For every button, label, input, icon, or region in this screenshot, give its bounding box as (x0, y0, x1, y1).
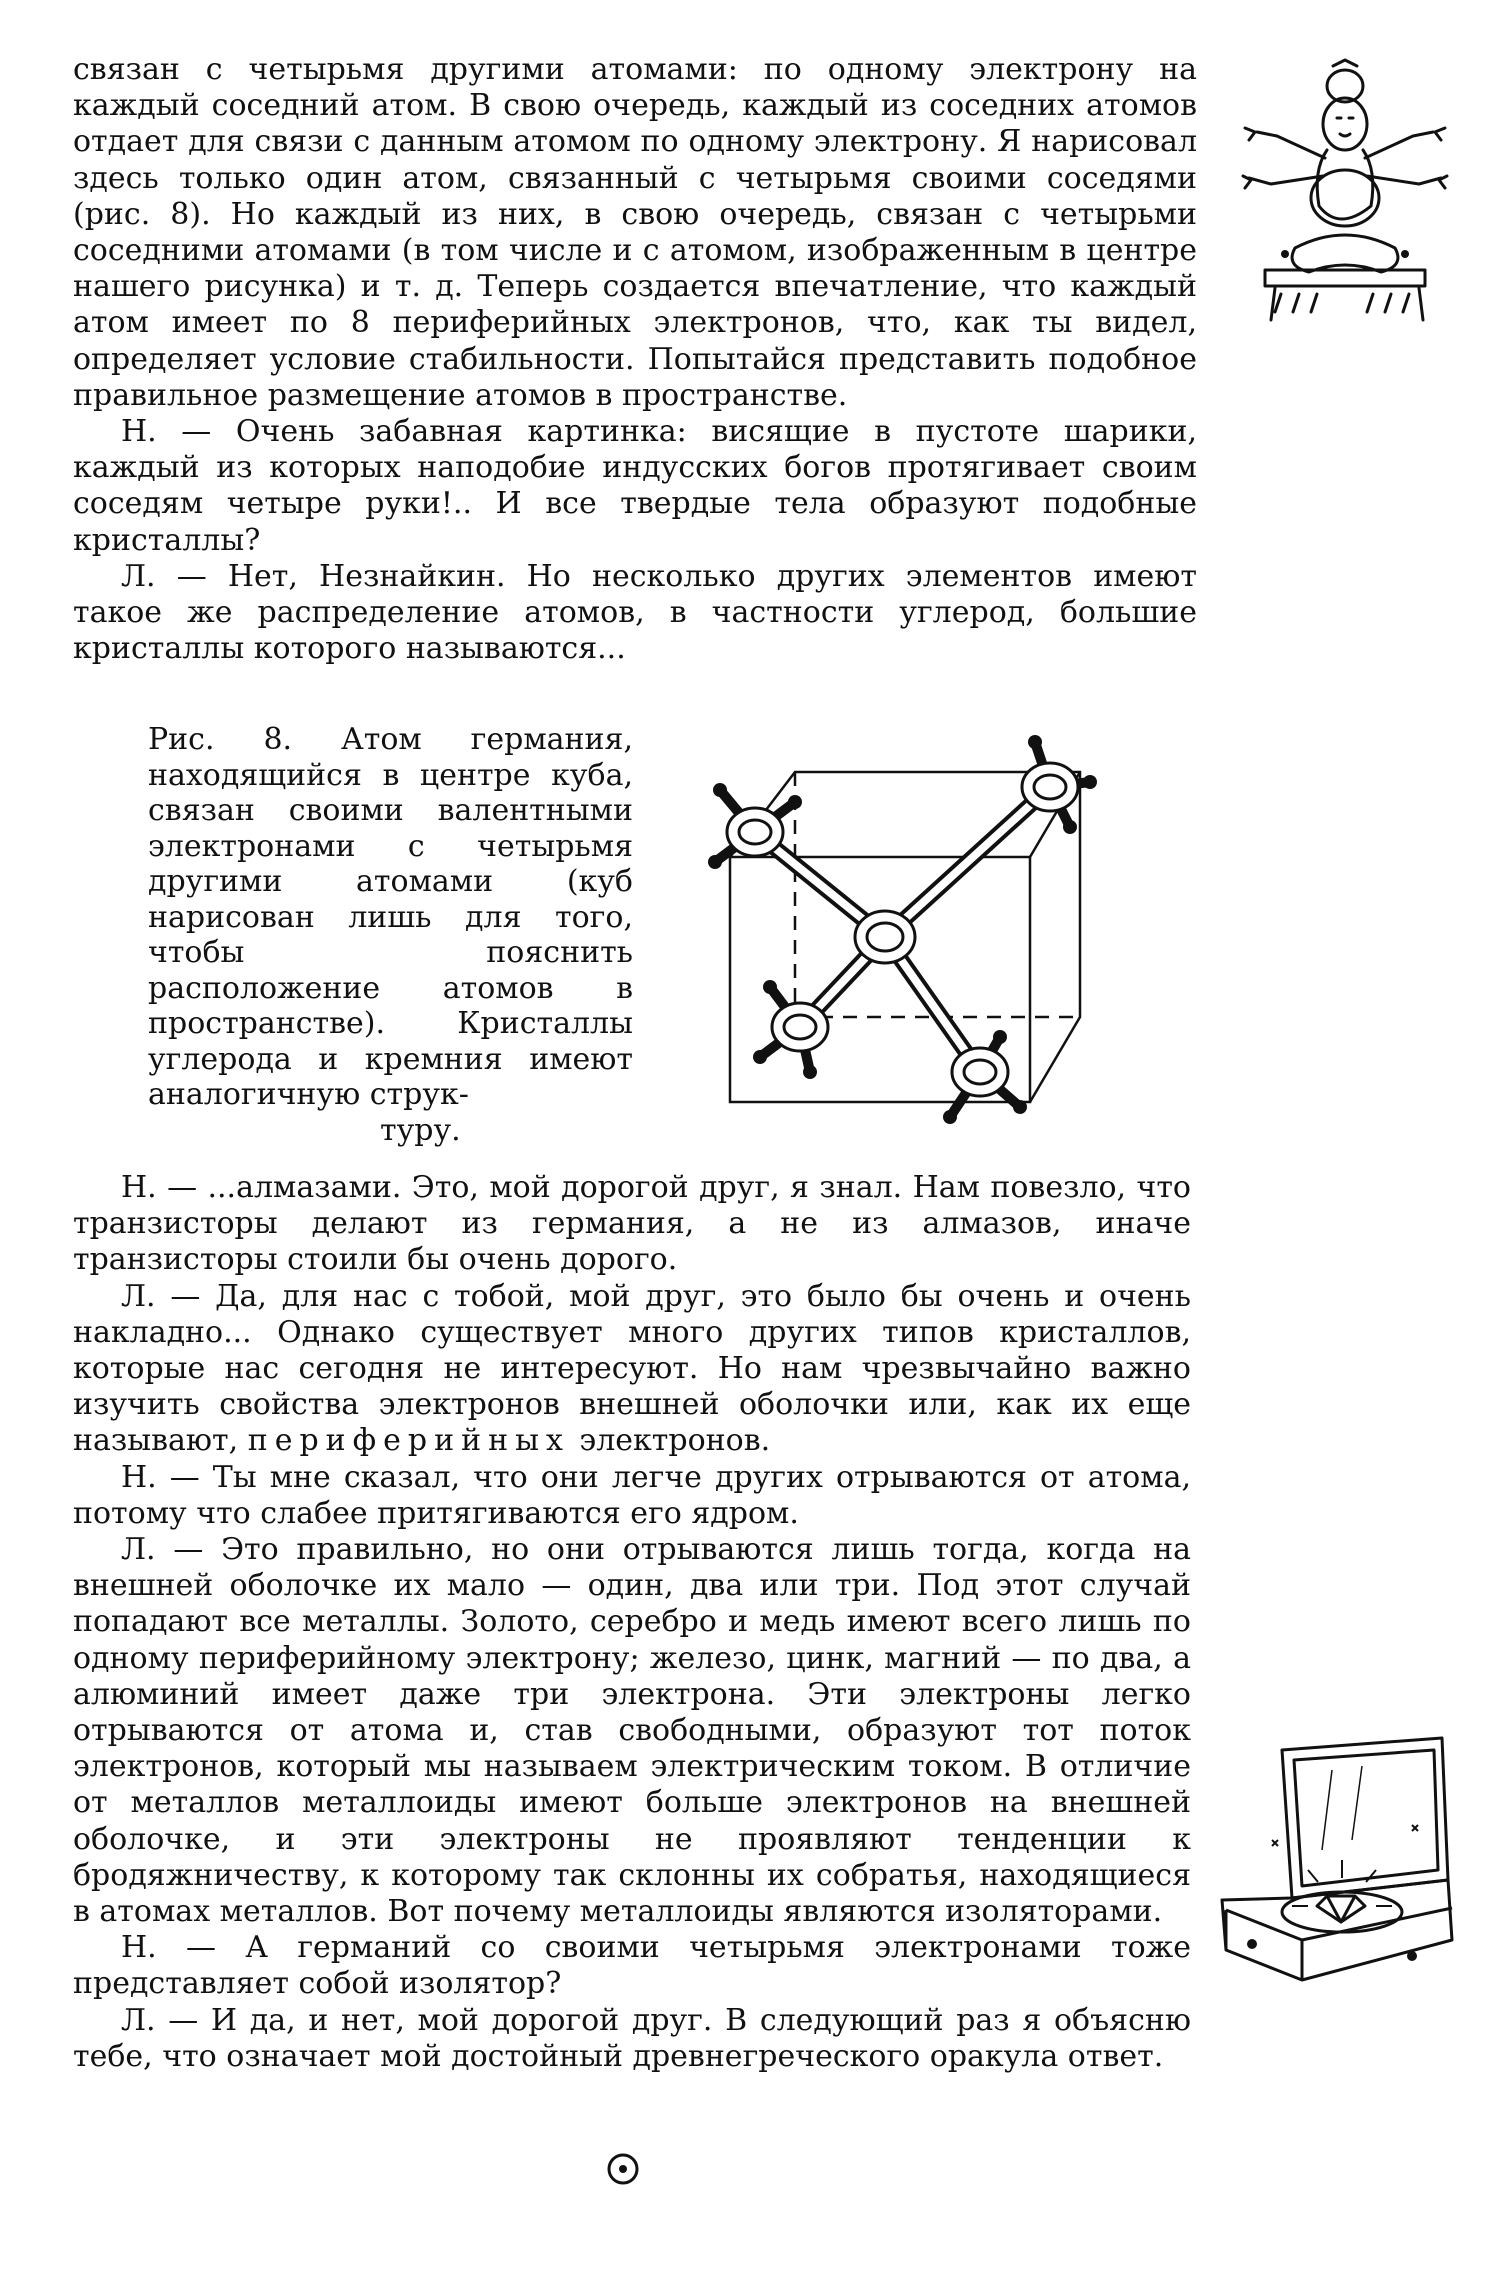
paragraph-n-diamonds: Н. — ...алмазами. Это, мой дорогой друг, я знал. Нам повезло, что транзисторы делают из германия, а не из алмазов, иначе транзисторы стоили бы очень дорого. (73, 1170, 1191, 1278)
multi-armed-figure-illustration (1225, 58, 1465, 338)
figure-caption (148, 722, 633, 1148)
paragraph-l-metals: Л. — Это правильно, но они отрываются лишь тогда, когда на внешней оболочке их мало — один, два или три. Под этот случай попадают все металлы. Золото, серебро и медь имеют всего лишь по одному периферийному электрону; железо, цинк, магний — по два, а алюминий имеет даже три электрона. Эти электроны легко отрываются от атома и, став свободными, образуют тот поток электронов, который мы называем электрическим током. В отличие от металлов металлоиды имеют больше электронов на внешней оболочке, и эти электроны не проявляют тенденции к бродяжничеству, к которому так склонны их собратья, находящиеся в атомах металлов. Вот почему металлоиды являются изоляторами. (73, 1532, 1191, 1930)
bottom-text-block (73, 1170, 1191, 2075)
paragraph-n-weaker: Н. — Ты мне сказал, что они легче других отрываются от атома, потому что слабее притягиваются его ядром. (73, 1459, 1191, 1531)
top-text-block (73, 52, 1197, 667)
germanium-crystal-figure (660, 712, 1110, 1152)
paragraph-l-yes-and-no: Л. — И да, и нет, мой дорогой друг. В следующий раз я объясню тебе, что означает мой достойный древнегреческого оракула ответ. (73, 2002, 1191, 2074)
paragraph-l-expensive: Л. — Да, для нас с тобой, мой друг, это было бы очень и очень накладно... Однако существует много других типов кристаллов, которые нас сегодня не интересуют. Но нам чрезвычайно важно изучить свойства электронов внешней оболочки или, как их еще называют, периферийных электронов. (73, 1278, 1191, 1459)
figure-caption-end: туру. (380, 1112, 461, 1148)
page-marker-icon (606, 2152, 640, 2186)
figure-caption-main: Рис. 8. Атом германия, находящийся в центре куба, связан своими валентными электронами с четырьмя другими атомами (куб нарисован лишь для того, чтобы пояснить расположение атомов в пространстве). Кристаллы углерода и кремния имеют аналогичную струк- (148, 722, 633, 1112)
paragraph-n-funny-picture: Н. — Очень забавная картинка: висящие в пустоте шарики, каждый из которых наподобие индусских богов протягивает своим соседям четыре руки!.. И все твердые тела образуют подобные кристаллы? (73, 414, 1197, 558)
paragraph-continuation: связан с четырьмя другими атомами: по одному электрону на каждый соседний атом. В свою очередь, каждый из соседних атомов отдает для связи с данным атомом по одному электрону. Я нарисовал здесь только один атом, связанный с четырьмя своими соседями (рис. 8). Но каждый из них, в свою очередь, связан с четырьми соседними атомами (в том числе и с атомом, изображенным в центре нашего рисунка) и т. д. Теперь создается впечатление, что каждый атом имеет по 8 периферийных электронов, что, как ты видел, определяет условие стабильности. Попытайся представить подобное правильное размещение атомов в пространстве. (73, 52, 1197, 413)
emphasized-word: периферийных (247, 1423, 570, 1459)
jewel-box-illustration (1212, 1730, 1462, 1990)
paragraph-n-germanium-insulator: Н. — А германий со своими четырьмя электронами тоже представляет собой изолятор? (73, 1930, 1191, 2002)
paragraph-l-no-neznaykin: Л. — Нет, Незнайкин. Но несколько других элементов имеют такое же распределение атомов, в частности углерод, большие кристаллы которого называются... (73, 558, 1197, 667)
